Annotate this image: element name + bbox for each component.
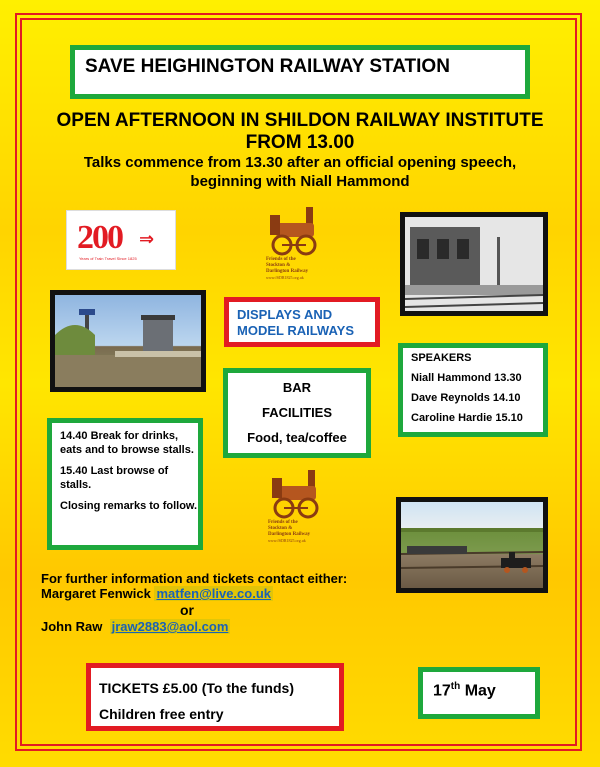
fsdr-logo (266, 205, 346, 285)
speaker-row: Caroline Hardie 15.10 (411, 412, 523, 424)
fsdr-caption: Friends of the Stockton & Darlington Railway www.fSDR1825.org.uk (266, 257, 309, 280)
date-day: 17 (433, 682, 451, 700)
tickets-children: Children free entry (99, 706, 224, 722)
bar-line3: Food, tea/coffee (247, 430, 347, 445)
tickets-box (86, 663, 344, 731)
locomotive-icon (266, 205, 328, 257)
contact-line-1 (41, 586, 273, 601)
schedule-item: 15.40 Last browse of stalls. (60, 465, 169, 491)
bar-line2: FACILITIES (261, 405, 333, 420)
title-box (70, 45, 530, 99)
contact-intro: For further information and tickets contact either: (41, 571, 348, 586)
speaker-row: Niall Hammond 13.30 (411, 372, 522, 384)
date-suffix: th (450, 681, 461, 692)
bar-box (223, 368, 371, 458)
headline-line2: FROM 13.00 (245, 132, 355, 153)
subheadline-line2: beginning with Niall Hammond (190, 173, 410, 190)
logo-200-number: 200 (77, 219, 122, 256)
model-railway-photo (396, 497, 548, 593)
fsdr-logo (268, 468, 348, 548)
speaker-row: Dave Reynolds 14.10 (411, 392, 521, 404)
logo-200-arrow-icon: ⇒ (139, 229, 155, 249)
schedule-box (47, 418, 203, 550)
schedule-item: 14.40 Break for drinks, eats and to browse stalls. (60, 430, 194, 456)
tickets-price: TICKETS £5.00 (To the funds) (99, 680, 294, 696)
speakers-box (398, 343, 548, 437)
displays-line1: DISPLAYS AND (237, 307, 333, 322)
locomotive-icon (268, 468, 330, 520)
email-link-2[interactable]: jraw2883@aol.com (111, 619, 229, 634)
date-box (418, 667, 540, 719)
contact-line-2 (41, 619, 230, 634)
headline-line1: OPEN AFTERNOON IN SHILDON RAILWAY INSTITUTE (56, 110, 544, 131)
date-month: May (464, 682, 496, 700)
bar-line1: BAR (282, 380, 312, 395)
old-station-photo (400, 212, 548, 316)
schedule-item: Closing remarks to follow. (60, 500, 198, 512)
contact-name-2: John Raw (41, 619, 103, 634)
contact-name-1: Margaret Fenwick (41, 586, 151, 601)
speakers-title: SPEAKERS (411, 352, 472, 364)
fsdr-caption: Friends of the Stockton & Darlington Railway www.fSDR1825.org.uk (268, 520, 311, 543)
s-and-d-200-logo (66, 210, 176, 270)
poster-title: SAVE HEIGHINGTON RAILWAY STATION (85, 56, 450, 77)
email-link-1[interactable]: matfen@live.co.uk (156, 586, 271, 601)
contact-or: or (180, 602, 194, 618)
logo-200-subtext: Years of Train Travel Since 1825 (79, 256, 137, 261)
displays-line2: MODEL RAILWAYS (237, 323, 355, 338)
platform-photo (50, 290, 206, 392)
displays-box (224, 297, 380, 347)
subheadline-line1: Talks commence from 13.30 after an official opening speech, (83, 154, 517, 171)
